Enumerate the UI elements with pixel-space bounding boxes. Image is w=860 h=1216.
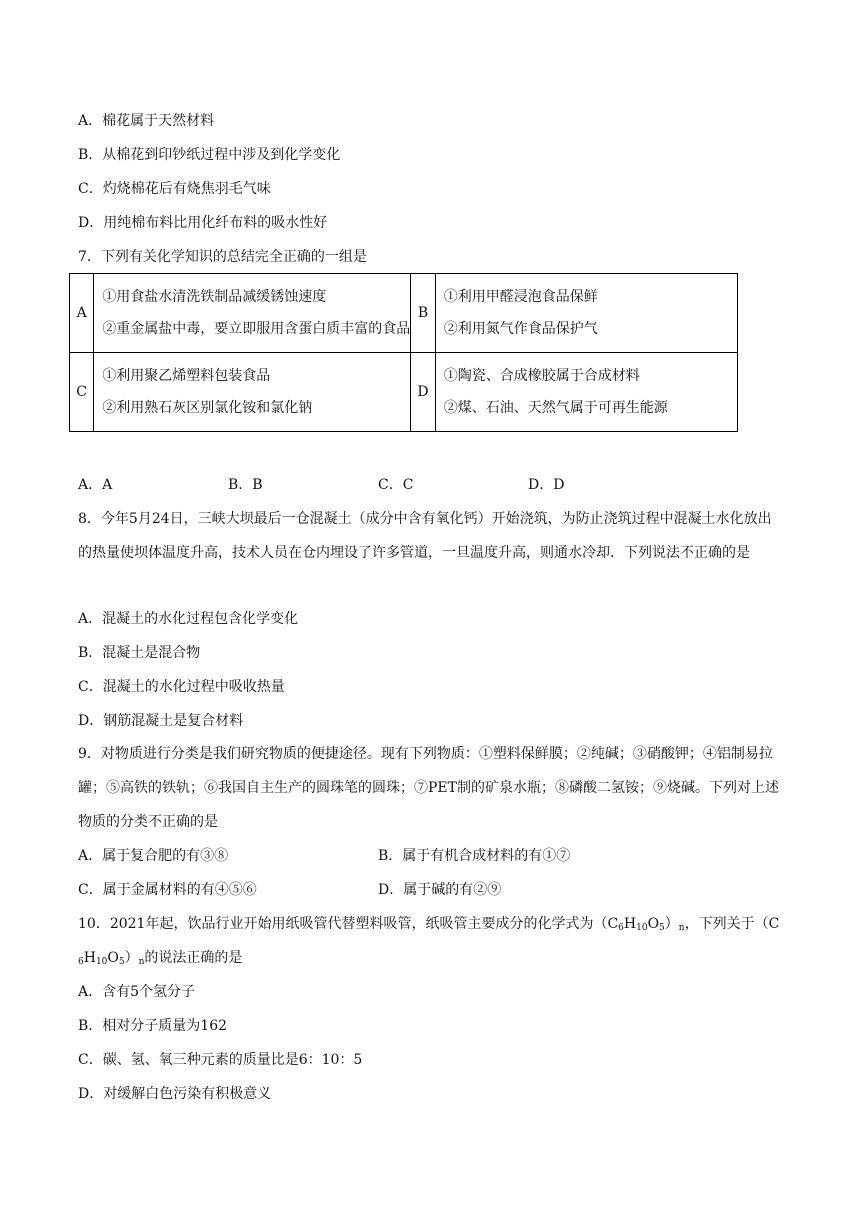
- q7-table-letter-c: C: [70, 353, 94, 432]
- q8-option-a: A．混凝土的水化过程包含化学变化: [78, 611, 299, 627]
- q8-option-b: B．混凝土是混合物: [78, 645, 201, 661]
- q7-option-a: A．A: [78, 477, 113, 493]
- q7-table-letter-b: B: [411, 274, 435, 353]
- q10-formula-paren-2: ）: [124, 950, 139, 966]
- q10-option-c: C．碳、氢、氧三种元素的质量比是6：10：5: [78, 1052, 363, 1068]
- q7-table-d-line2: ②煤、石油、天然气属于可再生能源: [443, 400, 668, 416]
- q8-option-c: C．混凝土的水化过程中吸收热量: [78, 679, 285, 695]
- q10-formula-n-sub: n: [678, 923, 685, 933]
- q7-table-cell-a: [94, 274, 411, 353]
- q6-option-b: B．从棉花到印钞纸过程中涉及到化学变化: [78, 147, 341, 163]
- q7-stem: 7．下列有关化学知识的总结完全正确的一组是: [78, 249, 367, 265]
- q7-option-c: C．C: [378, 477, 414, 493]
- q7-option-b: B．B: [228, 477, 263, 493]
- q7-table-d-line1: ①陶瓷、合成橡胶属于合成材料: [443, 368, 640, 384]
- q9-option-b: B．属于有机合成材料的有①⑦: [378, 848, 571, 864]
- q7-table-letter-a: A: [70, 274, 94, 353]
- q10-formula-h-sub: 10: [636, 923, 648, 933]
- q9-option-c: C．属于金属材料的有④⑤⑥: [78, 882, 257, 898]
- q10-stem-part3: 的说法正确的是: [144, 950, 243, 966]
- q10-formula-o: O: [647, 916, 660, 932]
- q7-option-d: D．D: [528, 477, 565, 493]
- q10-stem-line2: [78, 948, 242, 972]
- q6-option-c: C．灼烧棉花后有烧焦羽毛气味: [78, 181, 271, 197]
- q7-table-a-line1: ①用食盐水清洗铁制品减缓锈蚀速度: [102, 289, 327, 305]
- q7-table-a-line2: ②重金属盐中毒，要立即服用含蛋白质丰富的食品: [102, 321, 411, 337]
- q10-formula-c-sub: 6: [618, 923, 624, 933]
- q10-formula-o-sub: 5: [659, 923, 665, 933]
- q10-stem-line1: [78, 914, 779, 938]
- q9-stem: 9．对物质进行分类是我们研究物质的便捷途径。现有下列物质：①塑料保鲜膜；②纯碱；③硝酸钾；④铝制易拉罐；⑤高铁的铁轨；⑥我国自主生产的圆珠笔的圆珠；⑦PET制的矿泉水瓶；⑧磷酸二氢铵；⑨烧碱。下列对上述物质的分类不正确的是: [78, 746, 779, 830]
- q6-option-a: A．棉花属于天然材料: [78, 113, 215, 129]
- q10-option-b: B．相对分子质量为162: [78, 1018, 228, 1034]
- q10-formula-h-2: H: [83, 950, 96, 966]
- q7-table: [69, 273, 738, 432]
- q10-formula-n-sub-2: n: [138, 957, 145, 967]
- q9-option-d: D．属于碱的有②⑨: [378, 882, 502, 898]
- q10-stem-part1: 10．2021年起，饮品行业开始用纸吸管代替塑料吸管，纸吸管主要成分的化学式为（C: [78, 916, 619, 932]
- q7-table-cell-d: [435, 353, 737, 432]
- q10-formula-h: H: [623, 916, 637, 932]
- q7-table-letter-d: D: [411, 353, 435, 432]
- q10-formula-h-sub-2: 10: [95, 957, 108, 967]
- q7-table-cell-c: [94, 353, 411, 432]
- q9-option-a: A．属于复合肥的有③⑧: [78, 848, 229, 864]
- q10-formula-o-sub-2: 5: [118, 957, 125, 967]
- q10-option-d: D．对缓解白色污染有积极意义: [78, 1086, 272, 1102]
- q7-table-b-line1: ①利用甲醛浸泡食品保鲜: [443, 289, 598, 305]
- q10-stem-part2: ，下列关于（C: [684, 916, 780, 932]
- q7-table-cell-b: [435, 274, 737, 353]
- q10-formula-c-sub-2: 6: [78, 957, 84, 967]
- q8-option-d: D．钢筋混凝土是复合材料: [78, 713, 244, 729]
- q7-table-c-line2: ②利用熟石灰区别氯化铵和氯化钠: [102, 400, 313, 416]
- q10-formula-paren: ）: [664, 916, 679, 932]
- q7-table-c-line1: ①利用聚乙烯塑料包装食品: [102, 368, 271, 384]
- q6-option-d: D．用纯棉布料比用化纤布料的吸水性好: [78, 215, 328, 231]
- q10-option-a: A．含有5个氢分子: [78, 984, 196, 1000]
- q8-stem: 8．今年5月24日，三峡大坝最后一仓混凝土（成分中含有氧化钙）开始浇筑，为防止浇筑过程中混凝土水化放出的热量使坝体温度升高，技术人员在仓内埋设了许多管道，一旦温度升高，则通水冷却．下列说法不正确的是: [78, 511, 772, 561]
- q10-formula-o-2: O: [107, 950, 119, 966]
- q7-table-b-line2: ②利用氮气作食品保护气: [443, 321, 598, 337]
